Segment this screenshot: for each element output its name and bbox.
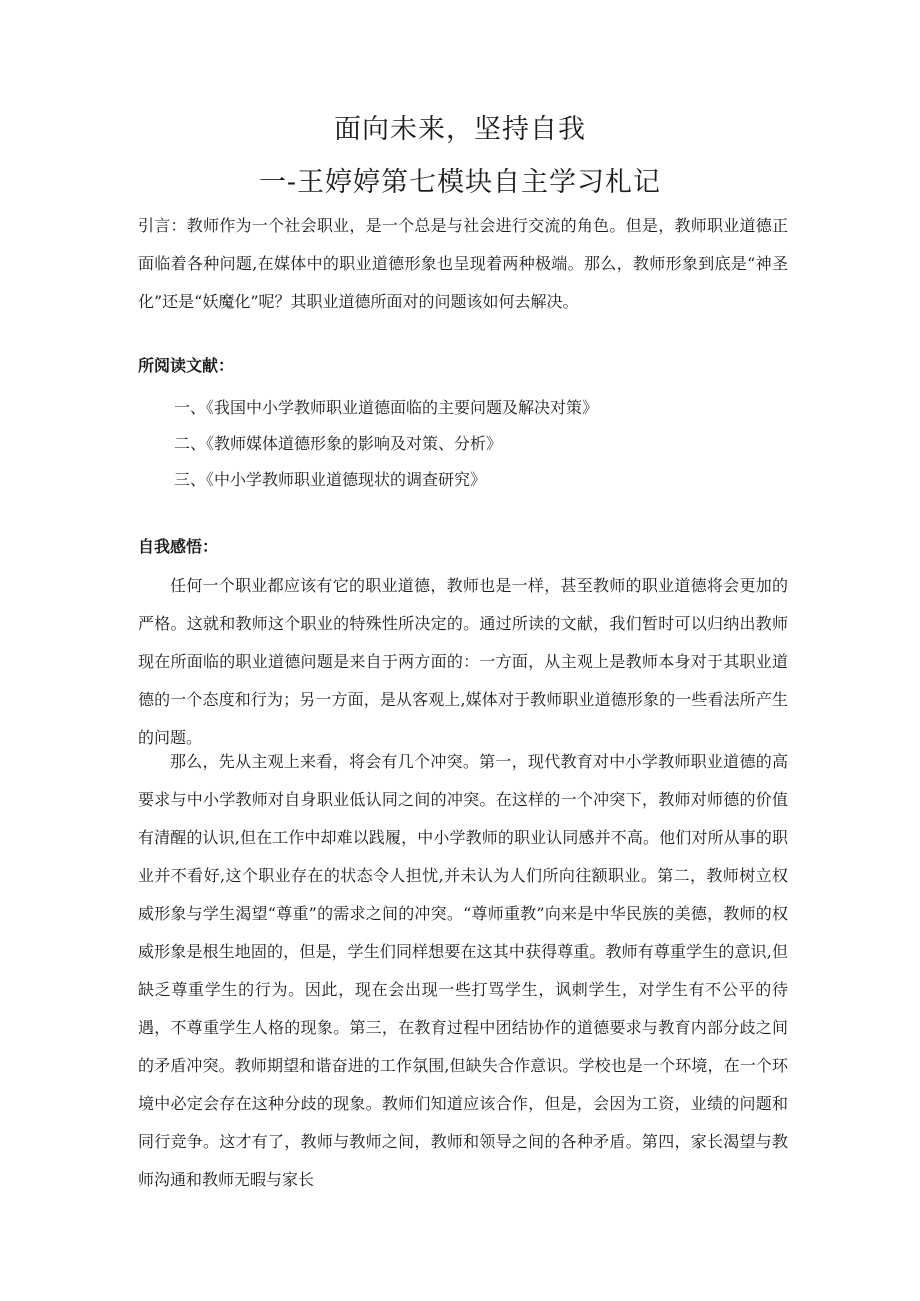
literature-item: 一、《我国中小学教师职业道德面临的主要问题及解决对策》 — [174, 398, 599, 417]
introduction-paragraph: 引言：教师作为一个社会职业，是一个总是与社会进行交流的角色。但是，教师职业道德正面临着各种问题,在媒体中的职业道德形象也呈现着两种极端。那么，教师形象到底是“神圣化”还是“妖魔化”呢？其职业道德所面对的问题该如何去解决。 — [138, 216, 788, 311]
body-paragraph: 任何一个职业都应该有它的职业道德，教师也是一样，甚至教师的职业道德将会更加的严格。这就和教师这个职业的特殊性所决定的。通过所读的文献，我们暂时可以归纳出教师现在所面临的职业道德问题是来自于两方面的：一方面，从主观上是教师本身对于其职业道德的一个态度和行为；另一方面，是从客观上,媒体对于教师职业道德形象的一些看法所产生的问题。 — [138, 576, 788, 747]
body-paragraph: 那么，先从主观上来看，将会有几个冲突。第一，现代教育对中小学教师职业道德的高要求与中小学教师对自身职业低认同之间的冲突。在这样的一个冲突下，教师对师德的价值有清醒的认识,但在工作中却难以践履，中小学教师的职业认同感并不高。他们对所从事的职业并不看好,这个职业存在的状态令人担忧,并未认为人们所向往额职业。第二，教师树立权威形象与学生渴望“尊重”的需求之间的冲突。“尊师重教”向来是中华民族的美德，教师的权威形象是根生地固的，但是，学生们同样想要在这其中获得尊重。教师有尊重学生的意识,但缺乏尊重学生的行为。因此，现在会出现一些打骂学生，讽刺学生，对学生有不公平的待遇，不尊重学生人格的现象。第三，在教育过程中团结协作的道德要求与教育内部分歧之间的矛盾冲突。教师期望和谐奋进的工作氛围,但缺失合作意识。学校也是一个环境，在一个环境中必定会存在这种分歧的现象。教师们知道应该合作，但是，会因为工资，业绩的问题和同行竞争。这才有了，教师与教师之间，教师和领导之间的各种矛盾。第四，家长渴望与教师沟通和教师无暇与家长 — [138, 752, 788, 1189]
document-title: 面向未来，坚持自我 — [334, 114, 586, 145]
literature-item: 三、《中小学教师职业道德现状的调查研究》 — [174, 470, 487, 489]
literature-list — [174, 390, 598, 498]
document-subtitle: 一-王婷婷第七模块自主学习札记 — [258, 167, 662, 198]
literature-item: 二、《教师媒体道德形象的影响及对策、分析》 — [174, 434, 503, 453]
reflection-heading: 自我感悟： — [138, 537, 219, 556]
literature-heading: 所阅读文献： — [138, 356, 235, 375]
